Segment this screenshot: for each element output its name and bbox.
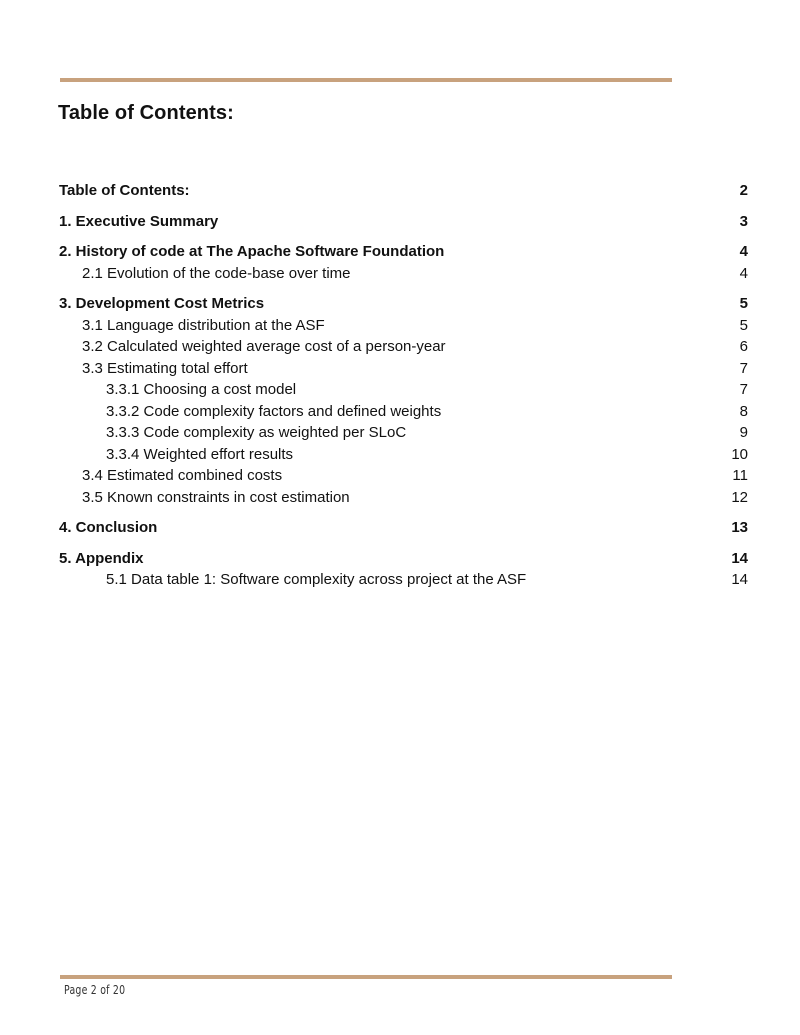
- toc-entry[interactable]: [59, 444, 748, 466]
- toc-entry-page: 7: [739, 359, 748, 377]
- toc-entry[interactable]: [59, 379, 748, 401]
- toc-entry[interactable]: [59, 315, 748, 337]
- footer-rule: [60, 975, 672, 979]
- toc-entry-title: 2. History of code at The Apache Software Foundation: [59, 243, 445, 260]
- toc-entry-title: 3.3.2 Code complexity factors and defined weights: [106, 402, 442, 420]
- toc-entry-title: 3. Development Cost Metrics: [59, 295, 265, 312]
- toc-entry[interactable]: [59, 548, 748, 570]
- toc-entry[interactable]: [59, 465, 748, 487]
- toc-entry-page: 4: [739, 264, 748, 282]
- toc-entry-title: 5.1 Data table 1: Software complexity across project at the ASF: [106, 571, 527, 588]
- toc-entry-page: 5: [739, 316, 748, 334]
- toc-entry-title: 2.1 Evolution of the code-base over time: [82, 264, 351, 282]
- toc-entry[interactable]: [59, 336, 748, 358]
- toc-entry[interactable]: [59, 422, 748, 444]
- toc-entry-page: 4: [739, 243, 748, 260]
- toc-entry-page: 2: [739, 182, 748, 199]
- toc-entry-title: 3.3.4 Weighted effort results: [106, 445, 294, 463]
- toc-entry[interactable]: [59, 517, 748, 539]
- toc-entry-title: 3.1 Language distribution at the ASF: [82, 316, 325, 334]
- toc-entry-page: 7: [739, 381, 748, 398]
- page-title: Table of Contents:: [58, 102, 234, 124]
- toc-entry[interactable]: [59, 241, 748, 263]
- toc-entry-title: 3.3 Estimating total effort: [82, 359, 248, 377]
- toc-entry-page: 10: [731, 445, 748, 463]
- toc-entry-title: 3.4 Estimated combined costs: [82, 467, 283, 484]
- toc-entry-page: 14: [731, 571, 748, 588]
- toc-entry[interactable]: [59, 211, 748, 233]
- toc-entry-page: 6: [739, 338, 748, 355]
- toc-entry-page: 12: [731, 488, 748, 506]
- toc-entry[interactable]: [59, 487, 748, 509]
- toc-entry-page: 14: [731, 549, 748, 567]
- toc-entry[interactable]: [59, 358, 748, 380]
- toc-entry-page: 13: [731, 519, 748, 536]
- toc-entry-page: 11: [732, 467, 748, 484]
- toc-entry-title: 3.3.1 Choosing a cost model: [106, 381, 297, 398]
- toc-entry-title: 3.2 Calculated weighted average cost of a person-year: [82, 338, 446, 355]
- toc-entry-page: 9: [739, 424, 748, 441]
- toc-entry-title: 3.5 Known constraints in cost estimation: [82, 488, 350, 506]
- page-number: Page 2 of 20: [64, 983, 126, 997]
- toc-entry-title: 4. Conclusion: [59, 519, 158, 536]
- toc-entry-title: Table of Contents:: [59, 182, 190, 199]
- toc-entry-title: 1. Executive Summary: [59, 212, 219, 230]
- toc-entry-page: 8: [739, 402, 748, 420]
- toc-entry[interactable]: [59, 569, 748, 591]
- toc-entry[interactable]: [59, 263, 748, 285]
- toc-entry-title: 5. Appendix: [59, 549, 144, 567]
- toc-entry-page: 5: [739, 295, 748, 312]
- toc-entry[interactable]: [59, 180, 748, 202]
- toc-entry[interactable]: [59, 293, 748, 315]
- toc-entry-page: 3: [739, 212, 748, 230]
- toc-entry[interactable]: [59, 401, 748, 423]
- toc-entry-title: 3.3.3 Code complexity as weighted per SLoC: [106, 424, 407, 441]
- header-rule: [60, 78, 672, 82]
- table-of-contents: [59, 180, 748, 591]
